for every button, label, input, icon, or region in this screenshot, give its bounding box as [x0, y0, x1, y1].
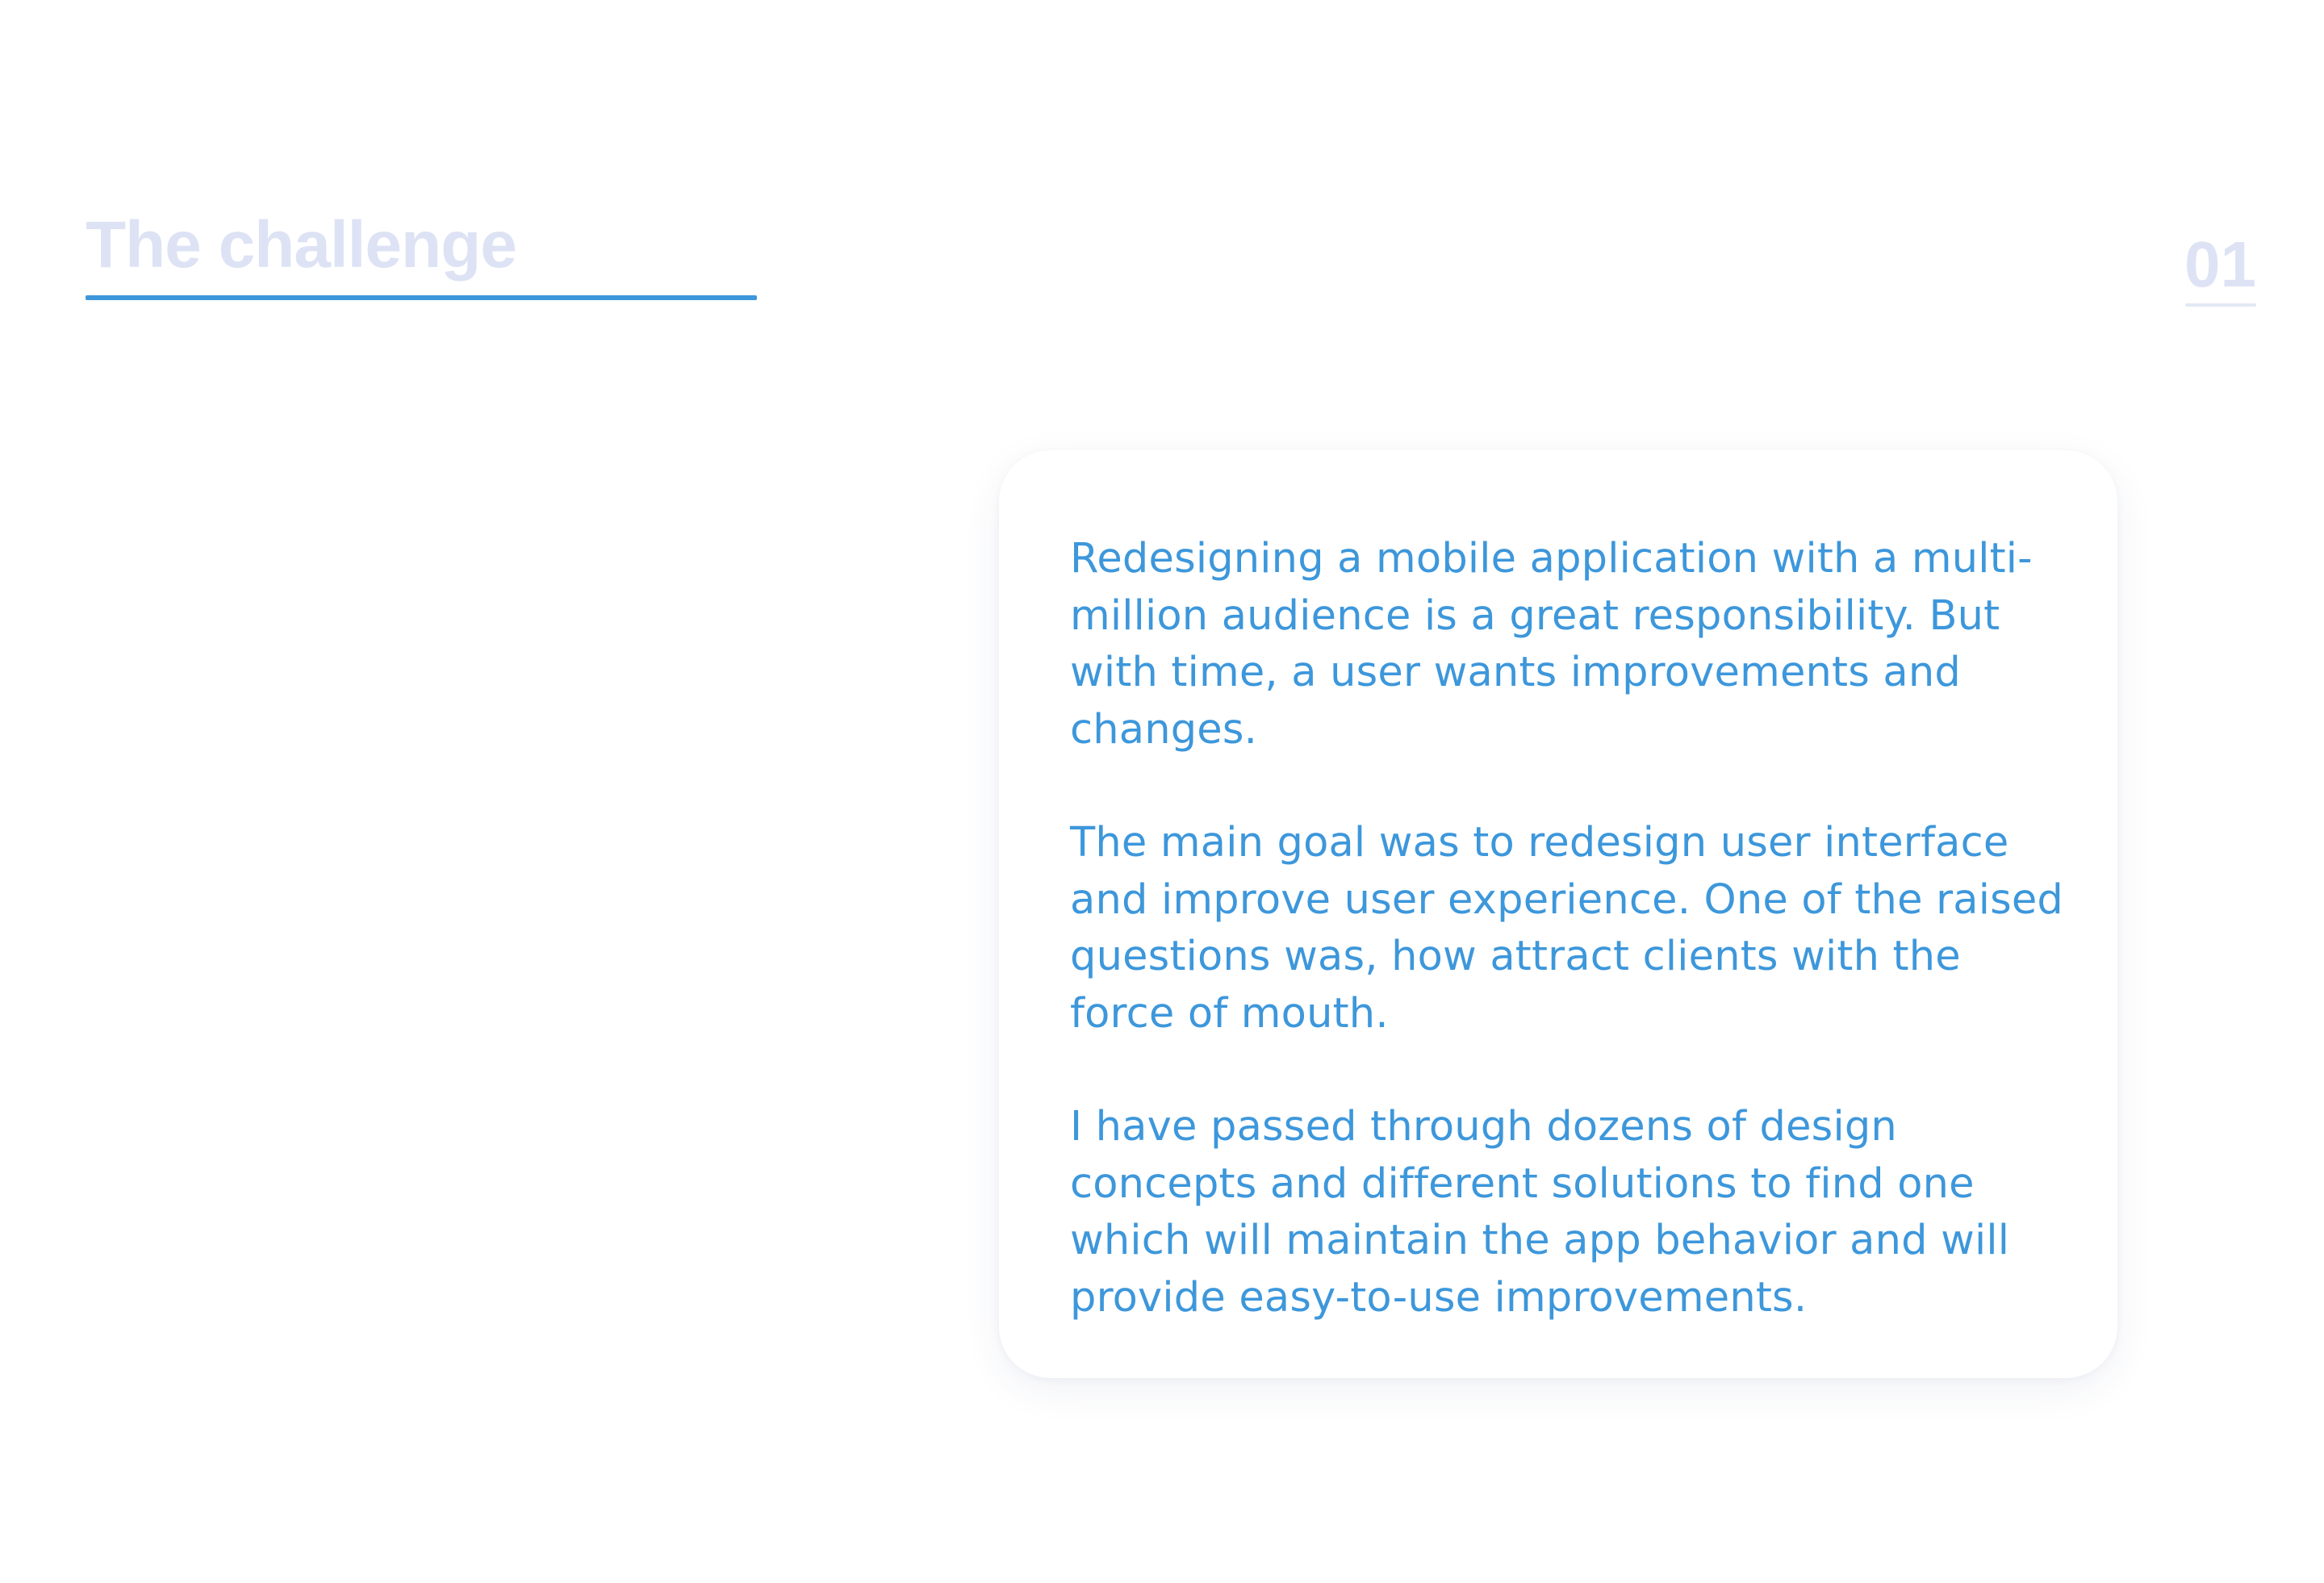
number-underline [2185, 303, 2256, 307]
section-number: 01 [2184, 228, 2256, 300]
paragraph-process: I have passed through dozens of design concepts and different solutions to find one which will maintain the app behavior and will provide easy-to-use improvements. [1070, 1103, 2010, 1322]
paragraph-goal: The main goal was to redesign user interface and improve user experience. One of the raised questions was, how attract clients with the force of mouth. [1070, 819, 2063, 1038]
title-underline [86, 295, 757, 300]
paragraph-intro: Redesigning a mobile application with a multi-million audience is a great responsibility. But with time, a user wants improvements and changes. [1070, 535, 2033, 754]
section-title: The challenge [86, 208, 516, 282]
challenge-card [999, 450, 2117, 1378]
